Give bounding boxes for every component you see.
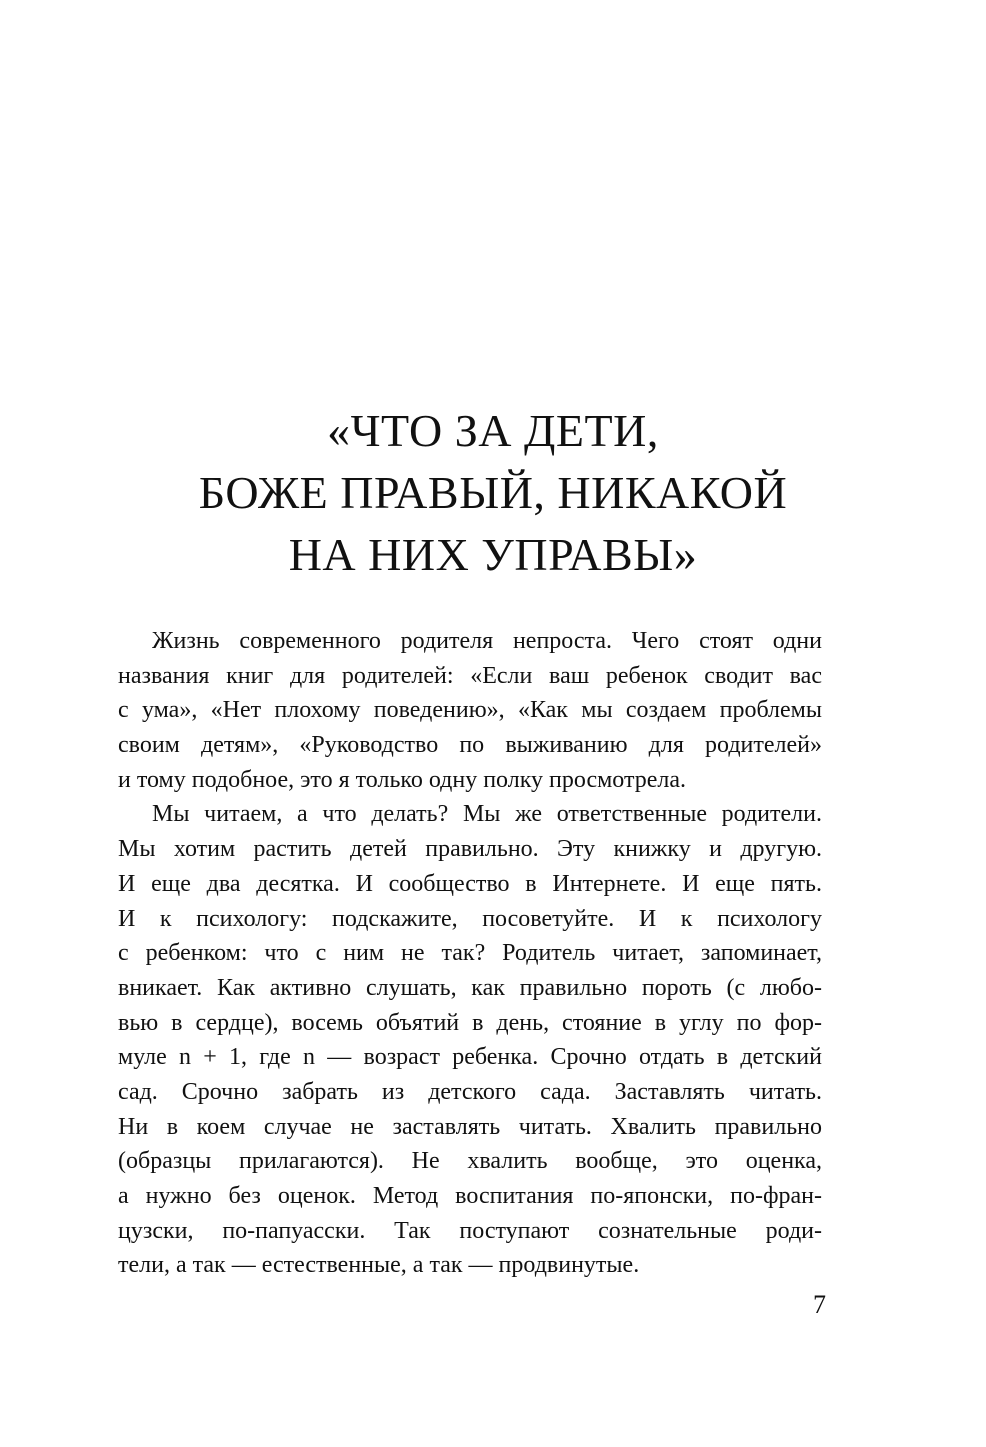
text-line: тели, а так — естественные, а так — продвинутые.: [118, 1252, 640, 1279]
text-line: муле n + 1, где n — возраст ребенка. Срочно отдать в детский: [118, 1044, 822, 1071]
text-line: а нужно без оценок. Метод воспитания по-японски, по-фран-: [118, 1183, 822, 1209]
chapter-title: [0, 400, 986, 586]
text-line: с ума», «Нет плохому поведению», «Как мы создаем проблемы: [118, 697, 822, 724]
text-line: И еще два десятка. И сообщество в Интернете. И еще пять.: [118, 870, 822, 897]
page-number: 7: [813, 1290, 826, 1319]
text-line: И к психологу: подскажите, посоветуйте. И к психологу: [118, 905, 822, 932]
text-line: Ни в коем случае не заставлять читать. Хвалить правильно: [118, 1113, 822, 1140]
paragraph-1: [118, 624, 822, 797]
text-line: и тому подобное, это я только одну полку просмотрела.: [118, 766, 687, 793]
text-line: сад. Срочно забрать из детского сада. Заставлять читать.: [118, 1078, 822, 1105]
body-text: [118, 624, 822, 1283]
paragraph-2: [118, 797, 822, 1283]
text-line: Жизнь современного родителя непроста. Чего стоят одни: [152, 628, 822, 654]
text-line: вью в сердце), восемь объятий в день, стояние в углу по фор-: [118, 1009, 822, 1036]
text-line: вникает. Как активно слушать, как правильно пороть (с любо-: [118, 974, 822, 1001]
chapter-title-line: БОЖЕ ПРАВЫЙ, НИКАКОЙ: [198, 467, 788, 518]
chapter-title-line: НА НИХ УПРАВЫ»: [288, 529, 698, 580]
text-line: Мы хотим растить детей правильно. Эту книжку и другую.: [118, 836, 822, 863]
text-line: с ребенком: что с ним не так? Родитель читает, запоминает,: [118, 940, 822, 967]
text-line: (образцы прилагаются). Не хвалить вообще, это оценка,: [118, 1148, 822, 1175]
text-line: цузски, по-папуасски. Так поступают сознательные роди-: [118, 1217, 822, 1244]
text-line: названия книг для родителей: «Если ваш ребенок сводит вас: [118, 662, 822, 689]
text-line: своим детям», «Руководство по выживанию для родителей»: [118, 732, 822, 759]
chapter-title-line: «ЧТО ЗА ДЕТИ,: [327, 405, 659, 456]
text-line: Мы читаем, а что делать? Мы же ответственные родители.: [152, 801, 822, 828]
